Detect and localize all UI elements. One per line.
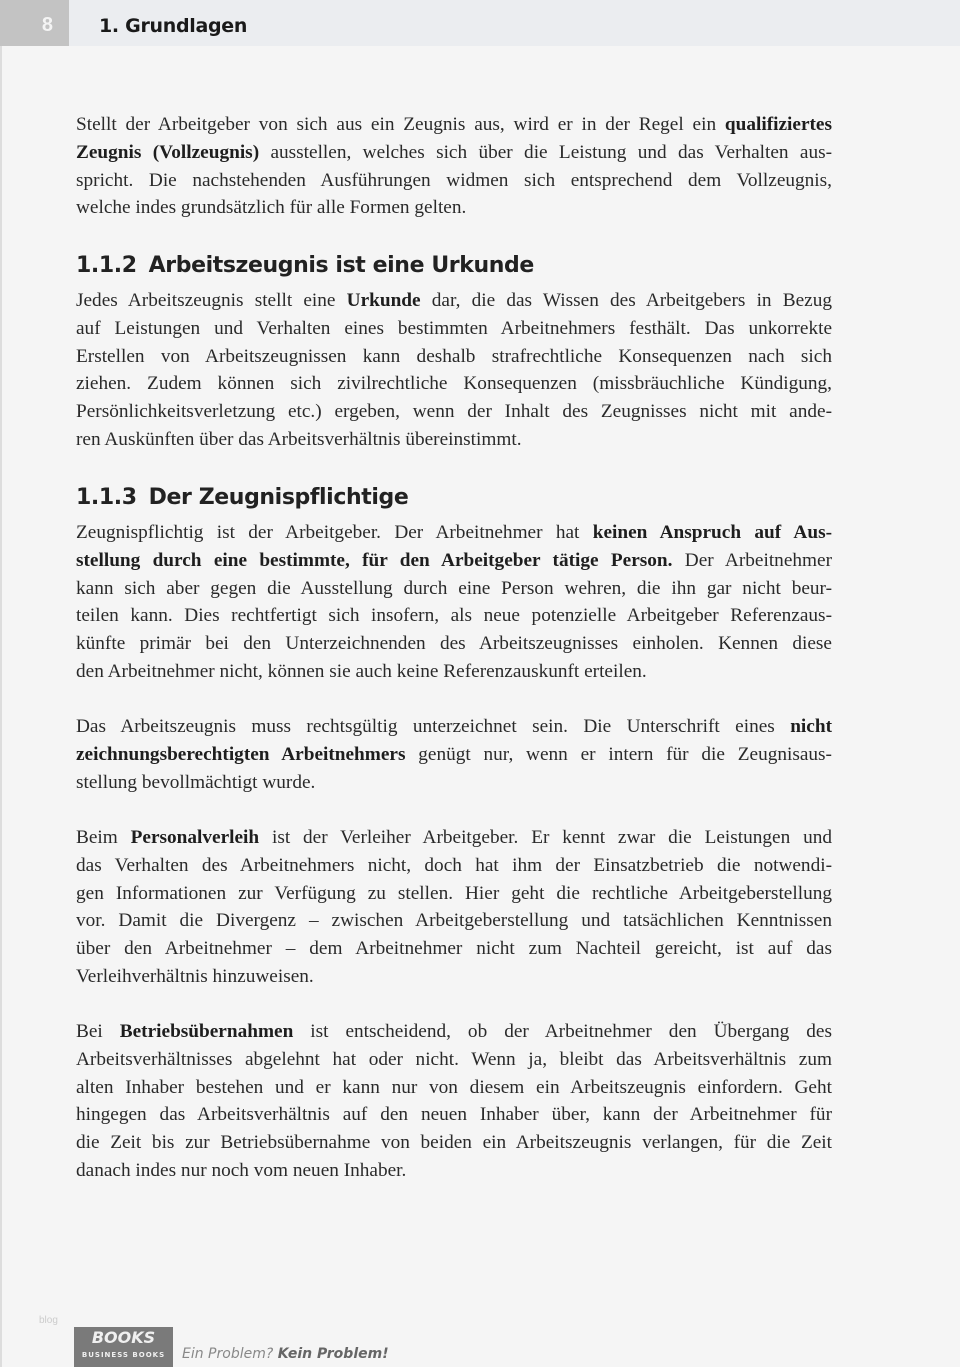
text: Erstellen von Arbeitszeugnissen kann deshalb strafrechtliche Konsequenzen nach sich xyxy=(76,345,832,367)
text: Persönlichkeitsverletzung etc.) ergeben, wenn der Inhalt des Zeugnisses nicht mit ande- xyxy=(76,401,832,422)
text: ist der Verleiher Arbeitgeber. Er kennt zwar die Leistungen und xyxy=(259,827,833,848)
bold-text: Urkunde xyxy=(346,290,421,311)
text-line xyxy=(76,963,832,991)
paragraph-intro xyxy=(76,111,832,222)
text: über den Arbeitnehmer – dem Arbeitnehmer nicht zum Nachteil gereicht, ist auf das xyxy=(76,938,832,959)
text: genügt nur, wenn er intern für die Zeugnisaus- xyxy=(405,743,832,765)
publisher-logo xyxy=(74,1327,173,1367)
text-line xyxy=(76,167,832,195)
bold-text: stellung durch eine bestimmte, für den Arbeitgeber tätige Person. xyxy=(76,549,673,571)
text-line xyxy=(76,658,832,686)
text-line xyxy=(76,630,832,658)
text: gen Informationen zur Verfügung zu stellen. Hier geht die rechtliche Arbeitgeberstellung xyxy=(76,882,832,904)
section-title: Arbeitszeugnis ist eine Urkunde xyxy=(148,253,534,278)
text-line xyxy=(76,880,832,908)
text-line xyxy=(76,1101,832,1129)
text-line xyxy=(76,370,832,398)
text-line xyxy=(76,1157,832,1185)
text-line xyxy=(76,426,832,454)
text: danach indes nur noch vom neuen Inhaber. xyxy=(76,1159,407,1181)
footer-slogan xyxy=(182,1346,389,1362)
section-number: 1.1.3 xyxy=(76,485,137,510)
text-line xyxy=(76,1018,832,1046)
text-line xyxy=(76,398,832,426)
text: das Verhalten des Arbeitnehmers nicht, doch hat ihm der Einsatzbetrieb die notwendi- xyxy=(76,854,832,876)
watermark: blog xyxy=(39,1315,58,1326)
bold-text: nicht xyxy=(790,716,832,737)
text-line xyxy=(76,1074,832,1102)
text: kann sich aber gegen die Ausstellung durch eine Person wehren, die ihn gar nicht beur- xyxy=(76,577,832,599)
text-line xyxy=(76,139,832,167)
chapter-title: 1. Grundlagen xyxy=(99,15,248,37)
text: Verleihverhältnis hinzuweisen. xyxy=(76,965,314,987)
text-line xyxy=(76,852,832,880)
bold-text: zeichnungsberechtigten Arbeitnehmers xyxy=(76,743,406,765)
text-line xyxy=(76,713,832,741)
text: welche indes grundsätzlich für alle Formen gelten. xyxy=(76,197,467,219)
slogan-answer: Kein Problem! xyxy=(277,1346,389,1362)
text: ausstellen, welches sich über die Leistung und das Verhalten aus- xyxy=(259,141,833,163)
text-line xyxy=(76,907,832,935)
section-heading-1-1-2 xyxy=(76,251,534,281)
text: dar, die das Wissen des Arbeitgebers in Bezug xyxy=(420,290,832,311)
text-line xyxy=(76,1129,832,1157)
text-line xyxy=(76,824,832,852)
page-edge xyxy=(0,46,2,1367)
text-line xyxy=(76,287,832,315)
text-line xyxy=(76,519,832,547)
text: spricht. Die nachstehenden Ausführungen widmen sich entsprechend dem Vollzeugnis, xyxy=(76,169,832,191)
bold-text: Zeugnis (Vollzeugnis) xyxy=(76,141,260,163)
text: Arbeitsverhältnisses abgelehnt hat oder nicht. Wenn ja, bleibt das Arbeitsverhältnis zum xyxy=(76,1048,832,1070)
text-line xyxy=(76,547,832,575)
text: Das Arbeitszeugnis muss rechtsgültig unterzeichnet sein. Die Unterschrift eines xyxy=(76,716,791,737)
text-line xyxy=(76,741,832,769)
slogan-question: Ein Problem? xyxy=(182,1346,274,1362)
text-line xyxy=(76,602,832,630)
text: hingegen das Arbeitsverhältnis auf den neuen Inhaber über, kann der Arbeitnehmer für xyxy=(76,1104,832,1126)
text-line xyxy=(76,315,832,343)
text-line xyxy=(76,111,832,139)
text: stellung bevollmächtigt wurde. xyxy=(76,771,316,793)
text-line xyxy=(76,194,832,222)
text: die Zeit bis zur Betriebsübernahme von beiden ein Arbeitszeugnis verlangen, für die Zeit xyxy=(76,1132,832,1153)
text-line xyxy=(76,343,832,371)
bold-text: keinen Anspruch auf Aus- xyxy=(592,522,832,543)
paragraph-personalverleih xyxy=(76,824,832,991)
text-line xyxy=(76,769,832,797)
text: Bei xyxy=(76,1021,120,1042)
bold-text: qualifiziertes xyxy=(724,114,832,135)
text-line xyxy=(76,575,832,603)
text: den Arbeitnehmer nicht, können sie auch keine Referenzauskunft erteilen. xyxy=(76,660,647,682)
paragraph-betriebsuebernahmen xyxy=(76,1018,832,1185)
text: ren Auskünften über das Arbeitsverhältnis übereinstimmt. xyxy=(76,428,522,450)
text-line xyxy=(76,1046,832,1074)
page-header xyxy=(0,0,960,46)
bold-text: Personalverleih xyxy=(130,827,260,848)
paragraph-urkunde xyxy=(76,287,832,454)
text: ziehen. Zudem können sich zivilrechtliche Konsequenzen (missbräuchliche Kündigung, xyxy=(76,373,832,395)
text: künfte primär bei den Unterzeichnenden des Arbeitszeugnisses einholen. Kennen diese xyxy=(76,633,832,654)
page-number: 8 xyxy=(0,0,69,46)
text: auf Leistungen und Verhalten eines bestimmten Arbeitnehmers festhält. Das unkorrekte xyxy=(76,317,832,339)
text: Beim xyxy=(76,827,131,848)
text: Der Arbeitnehmer xyxy=(672,549,833,571)
paragraph-zeugnispflichtig xyxy=(76,519,832,686)
logo-subtext: BUSINESS BOOKS xyxy=(81,1351,166,1359)
text: Zeugnispflichtig ist der Arbeitgeber. Der Arbeitnehmer hat xyxy=(76,522,593,543)
section-title: Der Zeugnispflichtige xyxy=(148,485,409,510)
text: ist entscheidend, ob der Arbeitnehmer den Übergang des xyxy=(293,1021,832,1042)
bold-text: Betriebsübernahmen xyxy=(119,1021,294,1042)
paragraph-unterschrift xyxy=(76,713,832,796)
text: alten Inhaber bestehen und er kann nur von diesem ein Arbeitszeugnis einfordern. Geht xyxy=(76,1076,832,1098)
text: vor. Damit die Divergenz – zwischen Arbeitgeberstellung und tatsächlichen Kenntnissen xyxy=(76,910,832,932)
text: Jedes Arbeitszeugnis stellt eine xyxy=(76,290,347,311)
section-heading-1-1-3 xyxy=(76,483,408,513)
text: Stellt der Arbeitgeber von sich aus ein Zeugnis aus, wird er in der Regel ein xyxy=(76,114,725,135)
section-number: 1.1.2 xyxy=(76,253,137,278)
text-line xyxy=(76,935,832,963)
text: teilen kann. Dies rechtfertigt sich insofern, als neue potenzielle Arbeitgeber Referenzaus- xyxy=(76,605,832,627)
logo-text: BOOKS xyxy=(91,1328,156,1347)
